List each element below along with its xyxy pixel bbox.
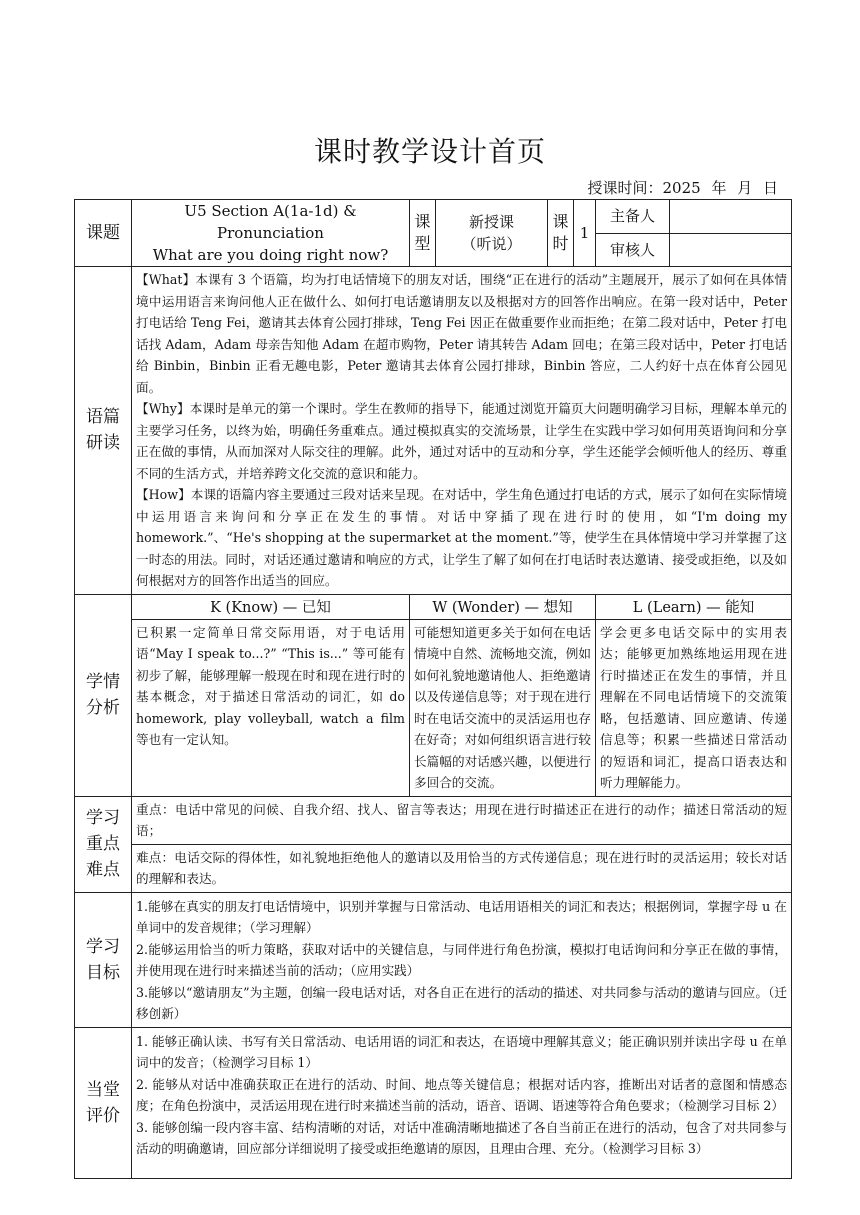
hours-label: 课时 bbox=[548, 200, 574, 267]
objective-item: 3.能够以“邀请朋友”为主题，创编一段电话对话，对各自正在进行的活动的描述、对共同参与活动的邀请与回应。（迁移创新） bbox=[136, 984, 787, 1021]
preparer-value bbox=[670, 200, 792, 234]
know-header: K (Know) — 已知 bbox=[132, 594, 410, 619]
assessment-item: 2. 能够从对话中准确获取正在进行的活动、时间、地点等关键信息；根据对话内容，推断出对话者的意图和情感态度；在角色扮演中，灵活运用现在进行时来描述当前的活动，语音、语调、语速等符合角色要求；（检测学习目标 2） bbox=[136, 1076, 787, 1113]
lesson-time: 授课时间：2025 年 月 日 bbox=[587, 179, 778, 197]
assessment-content bbox=[132, 1027, 792, 1178]
wonder-header: W (Wonder) — 想知 bbox=[410, 594, 596, 619]
know-text: 已积累一定简单日常交际用语，对于电话用语“May I speak to...?” “This is...” 等可能有初步了解，能够理解一般现在时和现在进行时的基本概念，对于描述日常活动的词汇，如 do homework, play volleyball, watch a film 等也有一定认知。 bbox=[132, 619, 410, 796]
type-value-1: 新授课 bbox=[468, 213, 514, 231]
assessment-item: 1. 能够正确认读、书写有关日常活动、电话用语的词汇和表达，在语境中理解其意义；能正确识别并读出字母 u 在单词中的发音；（检测学习目标 1） bbox=[136, 1033, 787, 1070]
topic-line-1: U5 Section A(1a-1d) & Pronunciation bbox=[184, 202, 357, 242]
assessment-label: 当堂评价 bbox=[75, 1027, 132, 1178]
key-points-label: 学习重点难点 bbox=[75, 796, 132, 892]
objectives-label: 学习目标 bbox=[75, 892, 132, 1027]
lesson-design-table bbox=[74, 199, 792, 1179]
objective-item: 1.能够在真实的朋友打电话情境中，识别并掌握与日常活动、电话用语相关的词汇和表达；根据例词，掌握字母 u 在单词中的发音规律；（学习理解） bbox=[136, 898, 787, 935]
how-paragraph: 【How】本课的语篇内容主要通过三段对话来呈现。在对话中，学生角色通过打电话的方式，展示了如何在实际情境中运用语言来询问和分享正在发生的事情。对话中穿插了现在进行时的使用，如“I'm doing my homework.”、“He's shopping at the supermarket at the moment.”等，使学生在具体情境中学习并掌握了这一时态的用法。同时，对话还通过邀请和响应的方式，让学生了解了如何在打电话时表达邀请、接受或拒绝，以及如何根据对方的回答作出适当的回应。 bbox=[136, 487, 787, 588]
objective-item: 2.能够运用恰当的听力策略，获取对话中的关键信息，与同伴进行角色扮演，模拟打电话询问和分享正在做的事情，并使用现在进行时来描述当前的活动；（应用实践） bbox=[136, 941, 787, 978]
learn-header: L (Learn) — 能知 bbox=[596, 594, 792, 619]
reviewer-label: 审核人 bbox=[596, 233, 670, 267]
analysis-label: 学情分析 bbox=[75, 594, 132, 796]
type-label: 课型 bbox=[410, 200, 436, 267]
assessment-item: 3. 能够创编一段内容丰富、结构清晰的对话，对话中准确清晰地描述了各自当前正在进行的活动，包含了对共同参与活动的明确邀请，回应部分详细说明了接受或拒绝邀请的原因，且理由合理、充分。（检测学习目标 3） bbox=[136, 1119, 787, 1156]
objectives-content bbox=[132, 892, 792, 1027]
preparer-label: 主备人 bbox=[596, 200, 670, 234]
why-paragraph: 【Why】本课时是单元的第一个课时。学生在教师的指导下，能通过浏览开篇页大问题明确学习目标，理解本单元的主要学习任务，以终为始，明确任务重难点。通过模拟真实的交流场景，让学生在实践中学习如何用英语询问和分享正在做的事情，从而加深对人际交往的理解。此外，通过对话中的互动和分享，学生还能学会倾听他人的经历、尊重不同的生活方式，并培养跨文化交流的意识和能力。 bbox=[136, 401, 787, 481]
text-study-content bbox=[132, 267, 792, 595]
learn-text: 学会更多电话交际中的实用表达；能够更加熟练地运用现在进行时描述正在发生的事情，并且理解在不同电话情境下的交流策略，包括邀请、回应邀请、传递信息等；积累一些描述日常活动的短语和词汇，提高口语表达和听力理解能力。 bbox=[596, 619, 792, 796]
difficulty-text: 难点：电话交际的得体性，如礼貌地拒绝他人的邀请以及用恰当的方式传递信息；现在进行时的灵活运用；较长对话的理解和表达。 bbox=[132, 844, 792, 892]
type-cell bbox=[436, 200, 548, 267]
reviewer-value bbox=[670, 233, 792, 267]
topic-label: 课题 bbox=[75, 200, 132, 267]
topic-line-2: What are you doing right now? bbox=[152, 246, 389, 264]
what-paragraph: 【What】本课有 3 个语篇，均为打电话情境下的朋友对话，围绕“正在进行的活动”主题展开，展示了如何在具体情境中运用语言来询问他人正在做什么、如何打电话邀请朋友以及根据对方的回答作出响应。在第一段对话中，Peter 打电话给 Teng Fei，邀请其去体育公园打排球，Teng Fei 因正在做重要作业而拒绝；在第二段对话中，Peter 打电话找 Adam，Adam 母亲告知他 Adam 在超市购物，Peter 请其转告 Adam 回电；在第三段对话中，Peter 打电话给 Binbin，Binbin 正看无趣电影，Peter 邀请其去体育公园打排球，Binbin 答应，二人约好十点在体育公园见面。 bbox=[136, 272, 787, 395]
wonder-text: 可能想知道更多关于如何在电话情境中自然、流畅地交流，例如如何礼貌地邀请他人、拒绝邀请以及传递信息等；对于现在进行时在电话交流中的灵活运用也存在好奇；对如何组织语言进行较长篇幅的对话感兴趣，以便进行多回合的交流。 bbox=[410, 619, 596, 796]
text-study-label: 语篇研读 bbox=[75, 267, 132, 595]
hours-value: 1 bbox=[574, 200, 596, 267]
topic-cell bbox=[132, 200, 410, 267]
focus-text: 重点：电话中常见的问候、自我介绍、找人、留言等表达；用现在进行时描述正在进行的动作；描述日常活动的短语； bbox=[132, 796, 792, 844]
type-value-2: （听说） bbox=[461, 235, 522, 253]
page-title: 课时教学设计首页 bbox=[313, 135, 546, 168]
